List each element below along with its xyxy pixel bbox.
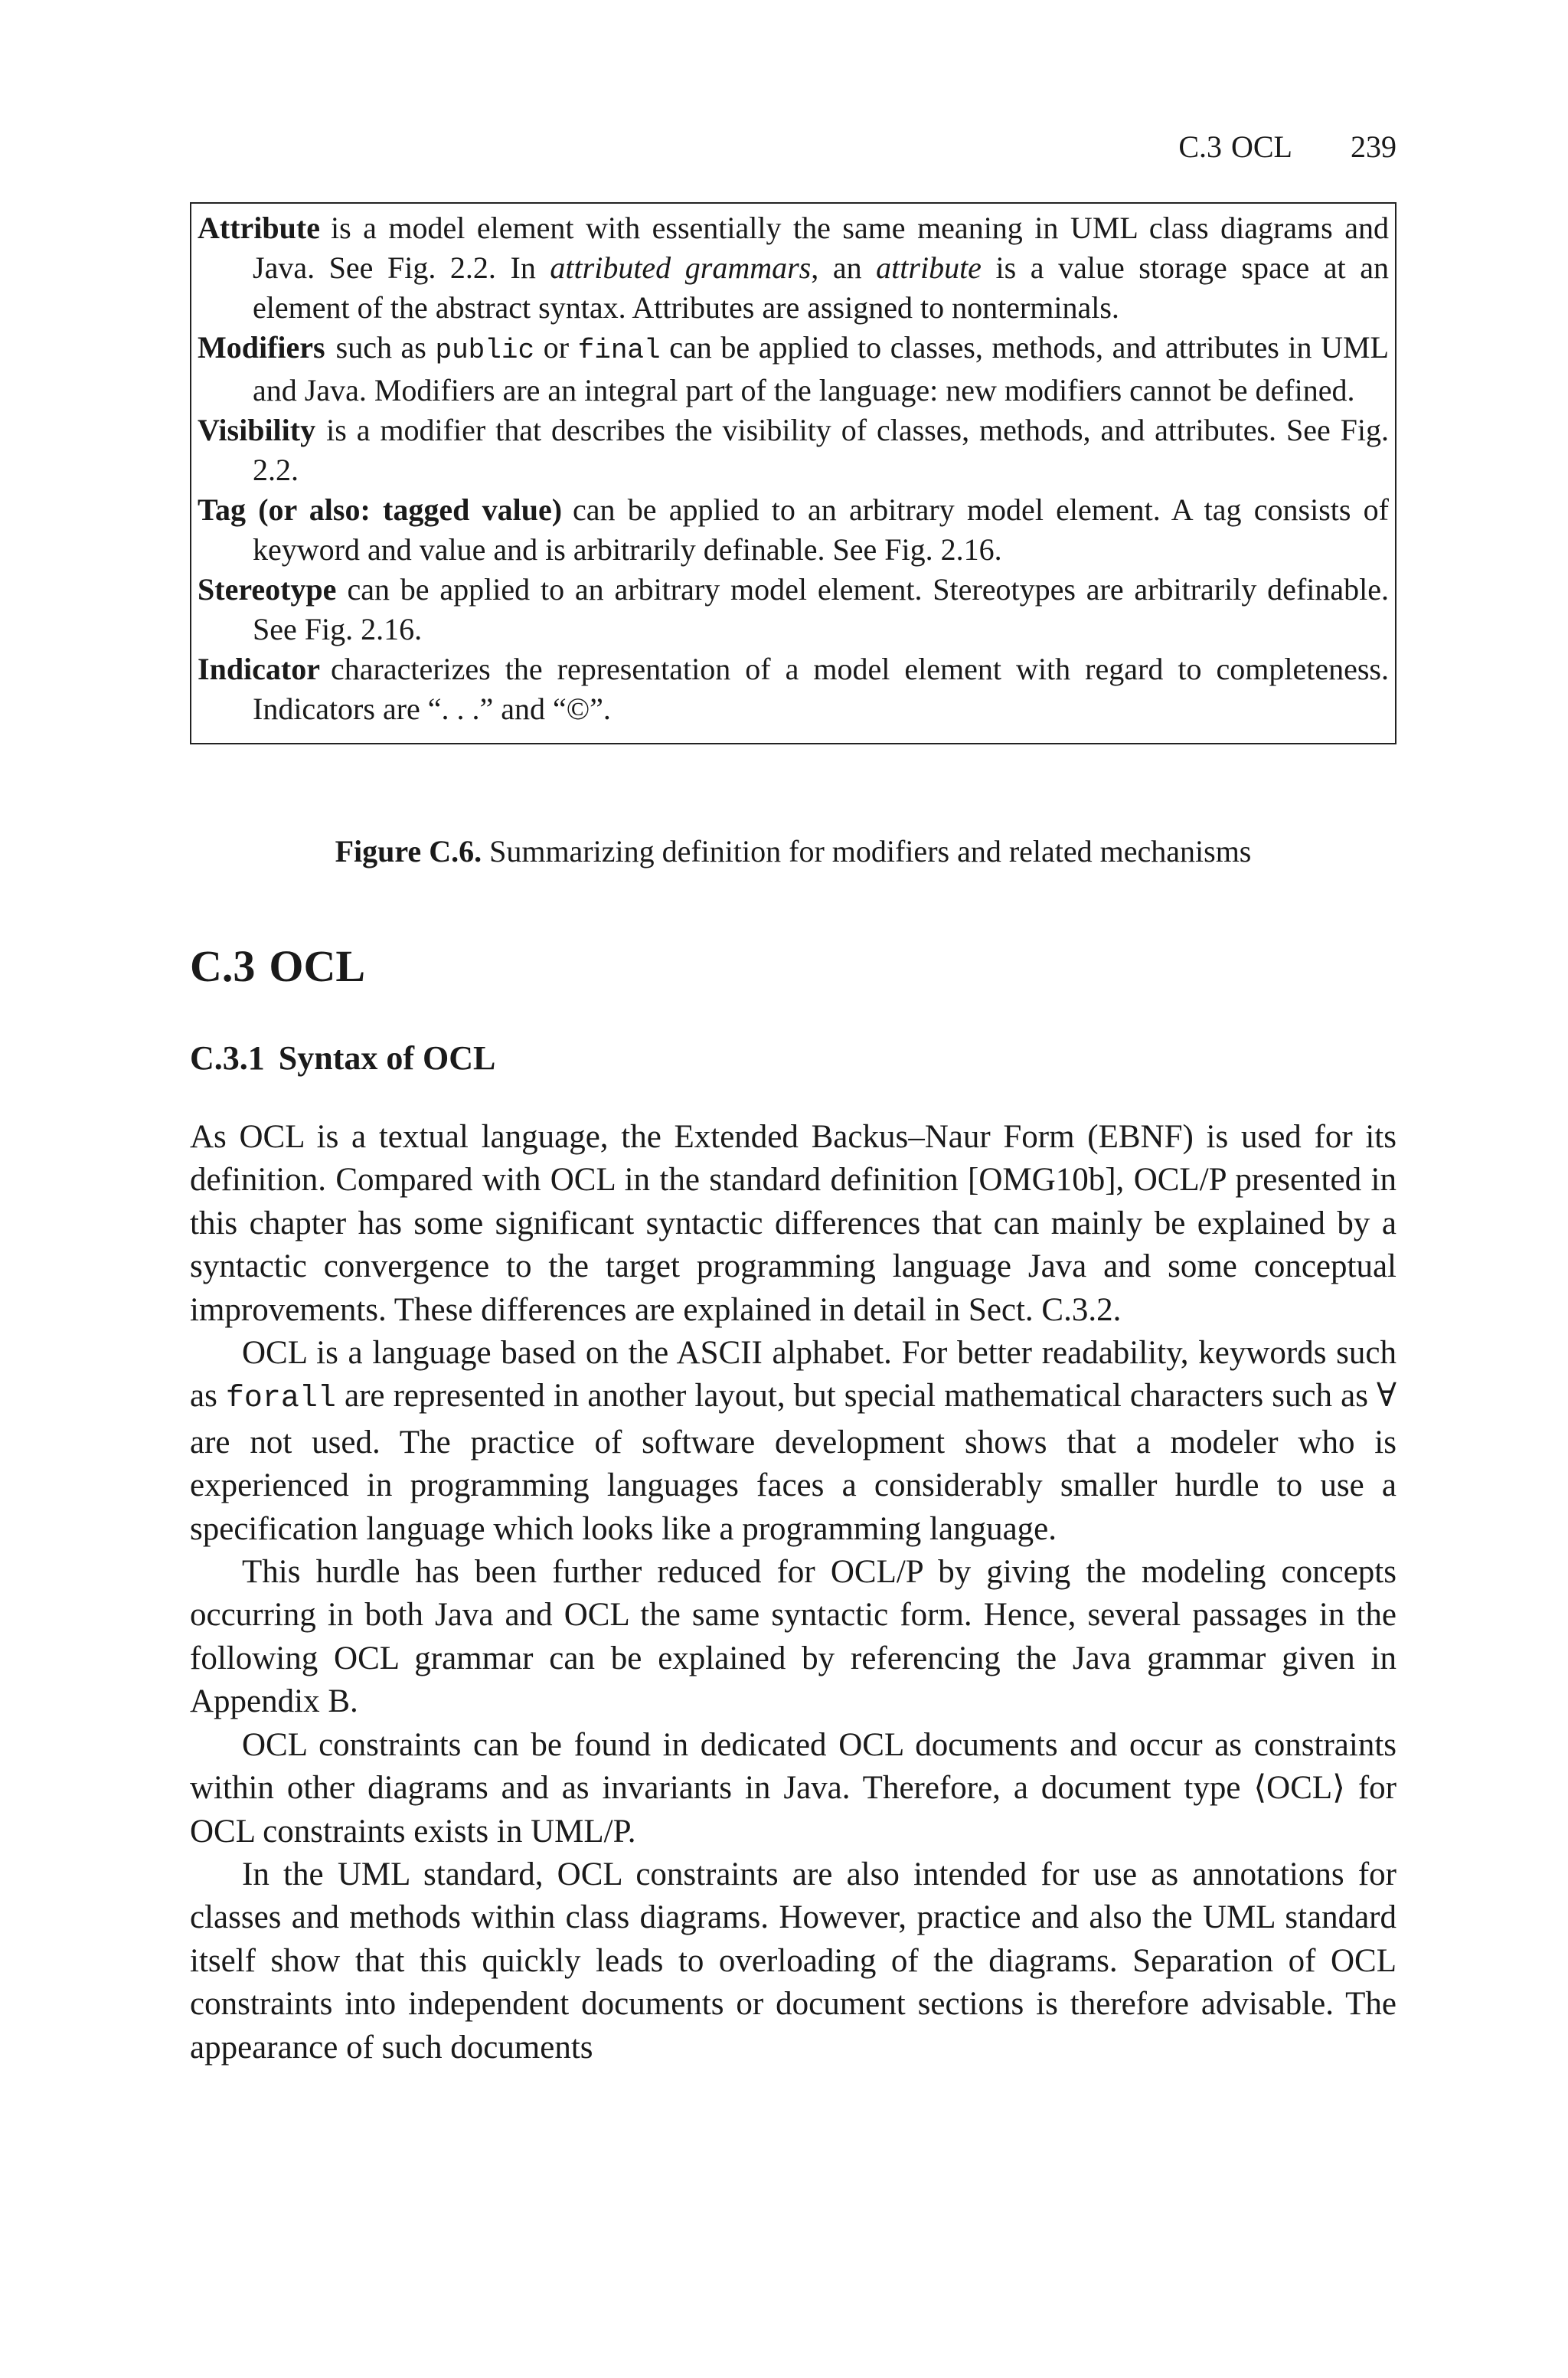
definition-text: such as xyxy=(335,330,436,365)
italic-term: attribute xyxy=(876,250,982,285)
italic-term: attributed grammars xyxy=(550,250,812,285)
definition-text: or xyxy=(534,330,578,365)
subsection-title: Syntax of OCL xyxy=(278,1039,496,1077)
term-modifiers: Modifiers xyxy=(198,330,325,365)
figure-caption xyxy=(190,833,1396,869)
paragraph: OCL constraints can be found in dedicated OCL documents and occur as constraints within other diagrams and as invariants in Java. Therefore, a document type ⟨OCL⟩ for OCL constraints exists in UML/P. xyxy=(190,1726,1396,1850)
definition-attribute xyxy=(198,208,1389,328)
term-stereotype: Stereotype xyxy=(198,572,337,607)
definition-text: can be applied to classes, methods, and attributes in UML and Java. Modifiers are an integral part of the language: new modifiers cannot be defined. xyxy=(253,330,1389,407)
figure-caption-text: Summarizing definition for modifiers and related mechanisms xyxy=(489,834,1252,868)
definition-text: is a modifier that describes the visibility of classes, methods, and attributes. See Fig. 2.2. xyxy=(253,413,1389,487)
running-title: C.3 OCL xyxy=(1178,129,1292,164)
definition-text: can be applied to an arbitrary model element. A tag consists of keyword and value and is arbitrarily definable. See Fig. 2.16. xyxy=(253,492,1389,567)
term-attribute: Attribute xyxy=(198,211,320,245)
definition-modifiers xyxy=(198,328,1389,411)
definition-text: characterizes the representation of a model element with regard to completeness. Indicators are “. . .” and “©”. xyxy=(253,652,1389,726)
subsection-heading xyxy=(190,1039,495,1078)
subsection-number: C.3.1 xyxy=(190,1039,265,1077)
code-keyword: forall xyxy=(225,1382,336,1417)
definition-indicator xyxy=(198,649,1389,729)
definition-text: can be applied to an arbitrary model element. Stereotypes are arbitrarily definable. See Fig. 2.16. xyxy=(253,572,1389,646)
paragraph-text: are represented in another layout, but special mathematical characters such as ∀ are not used. The practice of software development shows that a modeler who is experienced in programming languages faces a considerably smaller hurdle to use a specification language which looks like a programming language. xyxy=(190,1378,1396,1547)
paragraph-text: OCL is a language based on the ASCII alphabet. For better readability, keywords such as xyxy=(190,1335,1396,1415)
paragraph: This hurdle has been further reduced for OCL/P by giving the modeling concepts occurring in both Java and OCL the same syntactic form. Hence, several passages in the following OCL grammar can be explained by referencing the Java grammar given in Appendix B. xyxy=(190,1554,1396,1720)
definition-text: , an xyxy=(811,250,877,285)
code-keyword: public xyxy=(435,335,535,366)
page-number: 239 xyxy=(1351,129,1396,164)
running-header xyxy=(190,129,1396,165)
section-number: C.3 xyxy=(190,941,256,991)
section-heading xyxy=(190,940,365,992)
definition-text: is a model element with essentially the same meaning in UML class diagrams and Java. See Fig. 2.2. In xyxy=(253,211,1389,285)
definition-text: is a value storage space at an element of the abstract syntax. Attributes are assigned to nonterminals. xyxy=(253,250,1389,325)
paragraph xyxy=(190,1332,1396,1551)
term-visibility: Visibility xyxy=(198,413,316,447)
definition-box xyxy=(190,202,1396,744)
paragraph: As OCL is a textual language, the Extended Backus–Naur Form (EBNF) is used for its definition. Compared with OCL in the standard definition [OMG10b], OCL/P presented in this chapter has some significant syntactic differences that can mainly be explained by a syntactic convergence to the target programming language Java and some conceptual improvements. These differences are explained in detail in Sect. C.3.2. xyxy=(190,1119,1396,1328)
code-keyword: final xyxy=(577,335,661,366)
body-text xyxy=(190,1116,1396,2069)
definition-visibility xyxy=(198,411,1389,490)
term-tag: Tag (or also: tagged value) xyxy=(198,492,563,527)
figure-label: Figure C.6. xyxy=(335,834,482,868)
section-title: OCL xyxy=(269,941,366,991)
definition-tag xyxy=(198,490,1389,570)
paragraph: In the UML standard, OCL constraints are also intended for use as annotations for classes and methods within class diagrams. However, practice and also the UML standard itself show that this quickly leads to overloading of the diagrams. Separation of OCL constraints into independent documents or document sections is therefore advisable. The appearance of such documents xyxy=(190,1856,1396,2066)
term-indicator: Indicator xyxy=(198,652,320,686)
definition-stereotype xyxy=(198,570,1389,649)
